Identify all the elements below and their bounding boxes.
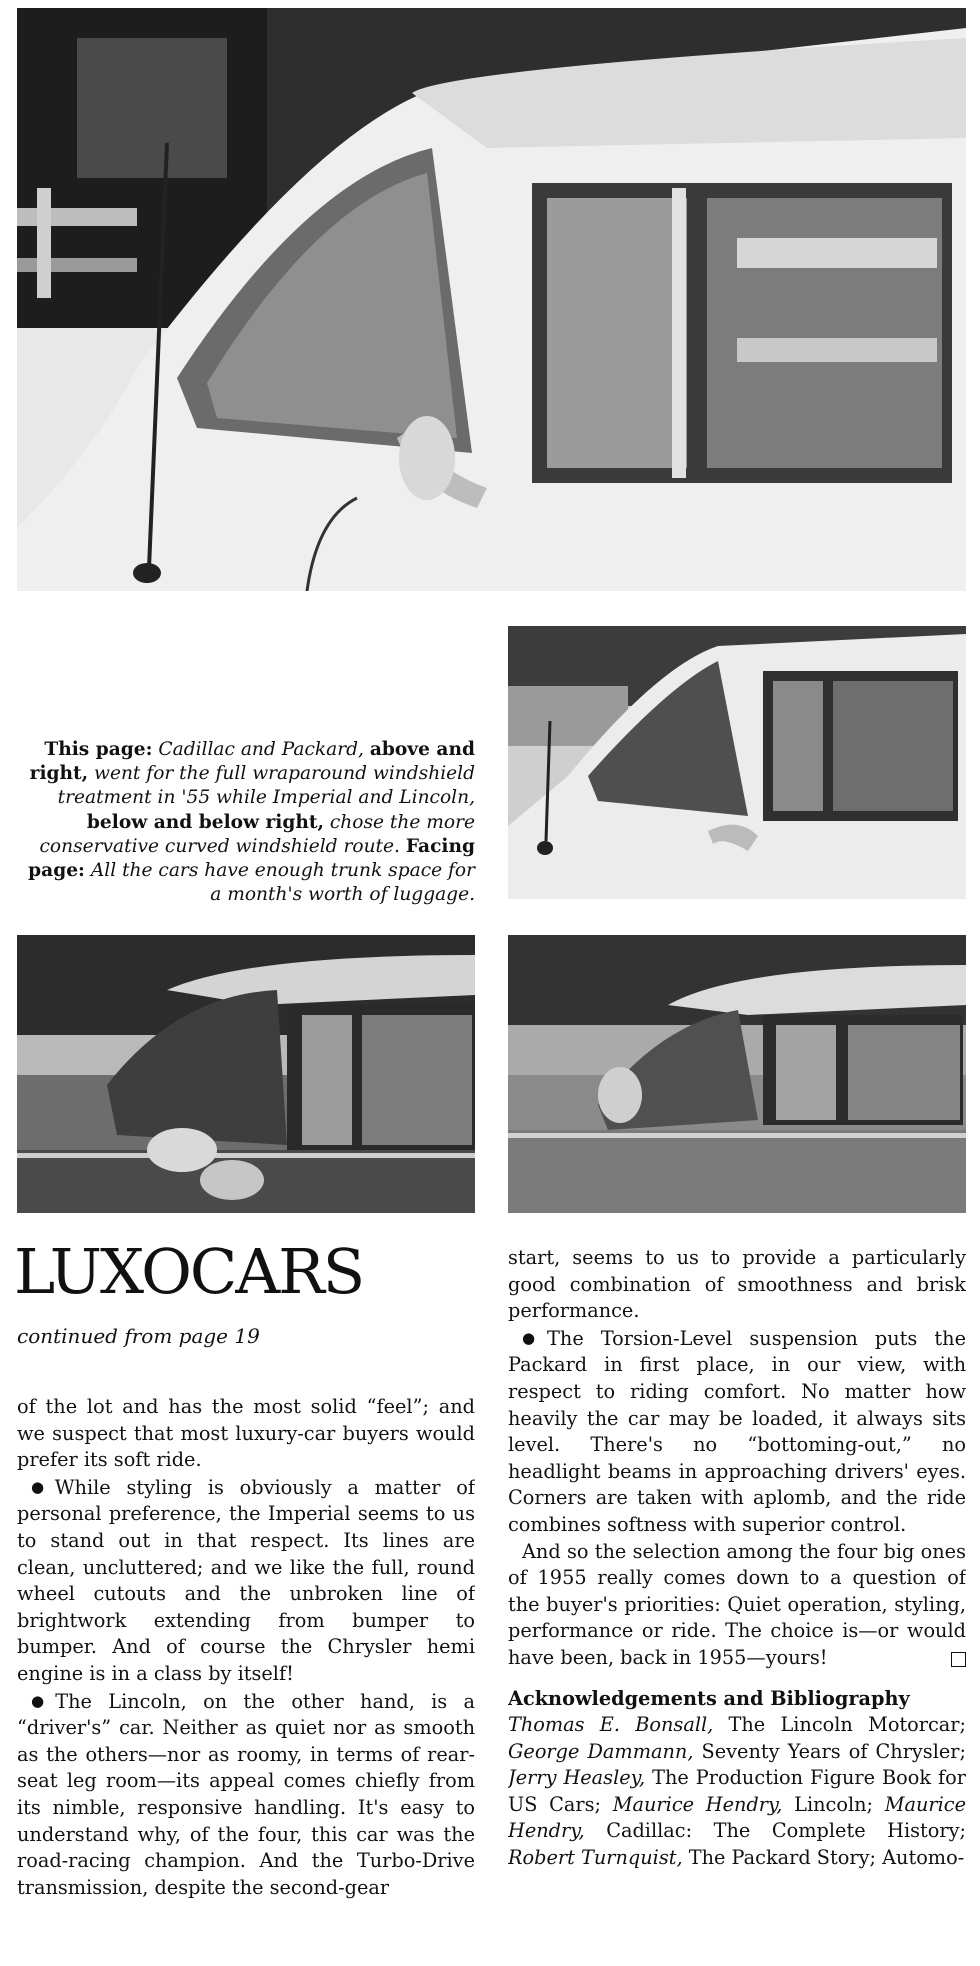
cadillac-photo-illustration xyxy=(17,8,966,591)
left-paragraph-3-text: The Lincoln, on the other hand, is a “driver's” car. Neither as quiet nor as smooth as the others—nor as roomy, in terms of rear-seat leg room—its appeal comes chiefly from its nimble, responsive handling. It's easy to understand why, of the four, this car was the road-racing champion. And the Turbo-Drive transmission, despite the second-gear xyxy=(17,1689,475,1899)
caption-text-2: went for the full wraparound windshield treatment in '55 while Imperial and Lincoln, xyxy=(57,763,475,809)
caption-direction-1: above and right, xyxy=(29,739,475,785)
bib-work: The Lincoln Motorcar; xyxy=(713,1713,966,1737)
bib-author: Jerry Heasley, xyxy=(508,1766,646,1790)
right-paragraph-1: start, seems to us to provide a particularly good combination of smoothness and brisk performance. xyxy=(508,1246,966,1323)
caption-facing-page: Facing page: xyxy=(28,835,475,882)
photo-caption xyxy=(17,738,475,907)
left-paragraph-1: of the lot and has the most solid “feel”; and we suspect that most luxury-car buyers would prefer its soft ride. xyxy=(17,1395,475,1472)
caption-text-4: All the cars have enough trunk space for a month's worth of luggage. xyxy=(84,860,475,906)
bib-work: Lincoln; xyxy=(782,1792,885,1816)
bib-author: Thomas E. Bonsall, xyxy=(508,1713,714,1737)
acknowledgements-heading: Acknowledgements and Bibliography xyxy=(508,1686,910,1710)
bib-work: Cadillac: The Complete History; xyxy=(584,1819,966,1843)
bib-work: Seventy Years of Chrysler; xyxy=(693,1739,966,1763)
right-paragraph-2-text: The Torsion-Level suspension puts the Packard in first place, in our view, with respect to riding comfort. No matter how heavily the car may be loaded, it always sits level. There's no “bottoming-out,” no headlight beams in approaching drivers' eyes. Corners are taken with aplomb, and the ride combines softness with superior control. xyxy=(508,1326,966,1536)
left-paragraph-2-text: While styling is obviously a matter of personal preference, the Imperial seems to us to stand out in that respect. Its lines are clean, uncluttered; and we like the full, round wheel cutouts and the unbroken line of brightwork extending from bumper to bumper. And of course the Chrysler hemi engine is in a class by itself! xyxy=(17,1475,475,1685)
left-paragraph-3 xyxy=(17,1688,475,1902)
bib-author: Maurice Hendry, xyxy=(612,1792,783,1816)
right-paragraph-2 xyxy=(508,1325,966,1539)
right-paragraph-3-text: And so the selection among the four big ones of 1955 really comes down to a question of the buyer's priorities: Quiet operation, styling, performance or ride. The choice is—or would have been, back in 1955—yours! xyxy=(508,1539,966,1669)
lincoln-windshield-photo xyxy=(508,935,966,1213)
bib-author: Maurice Hendry, xyxy=(508,1792,966,1843)
caption-text-3: chose the more conservative curved windshield route. xyxy=(39,811,475,857)
caption-direction-2: below and below right, xyxy=(86,811,324,833)
packard-windshield-photo xyxy=(508,626,966,899)
right-paragraph-3 xyxy=(508,1539,966,1672)
bullet-icon: ● xyxy=(31,1691,55,1710)
continued-from: continued from page 19 xyxy=(17,1324,260,1348)
bullet-icon: ● xyxy=(522,1328,547,1347)
bib-work: The Production Figure Book for US Cars; xyxy=(508,1766,966,1816)
imperial-photo-illustration xyxy=(17,935,475,1213)
cadillac-windshield-photo xyxy=(17,8,966,591)
bib-work: The Packard Story; Automo- xyxy=(682,1846,965,1870)
packard-photo-illustration xyxy=(508,626,966,899)
left-paragraph-2 xyxy=(17,1474,475,1688)
bibliography xyxy=(508,1712,966,1872)
left-column xyxy=(17,1394,475,1954)
lincoln-photo-illustration xyxy=(508,935,966,1213)
right-column xyxy=(508,1245,966,1957)
article-title: LUXOCARS xyxy=(14,1235,364,1308)
caption-text-1: Cadillac and Packard, xyxy=(152,739,370,760)
bib-author: Robert Turnquist, xyxy=(508,1846,683,1870)
caption-lead: This page: xyxy=(44,739,153,760)
end-mark-icon xyxy=(951,1652,966,1667)
bullet-icon: ● xyxy=(31,1477,54,1496)
bib-author: George Dammann, xyxy=(508,1739,694,1763)
imperial-windshield-photo xyxy=(17,935,475,1213)
